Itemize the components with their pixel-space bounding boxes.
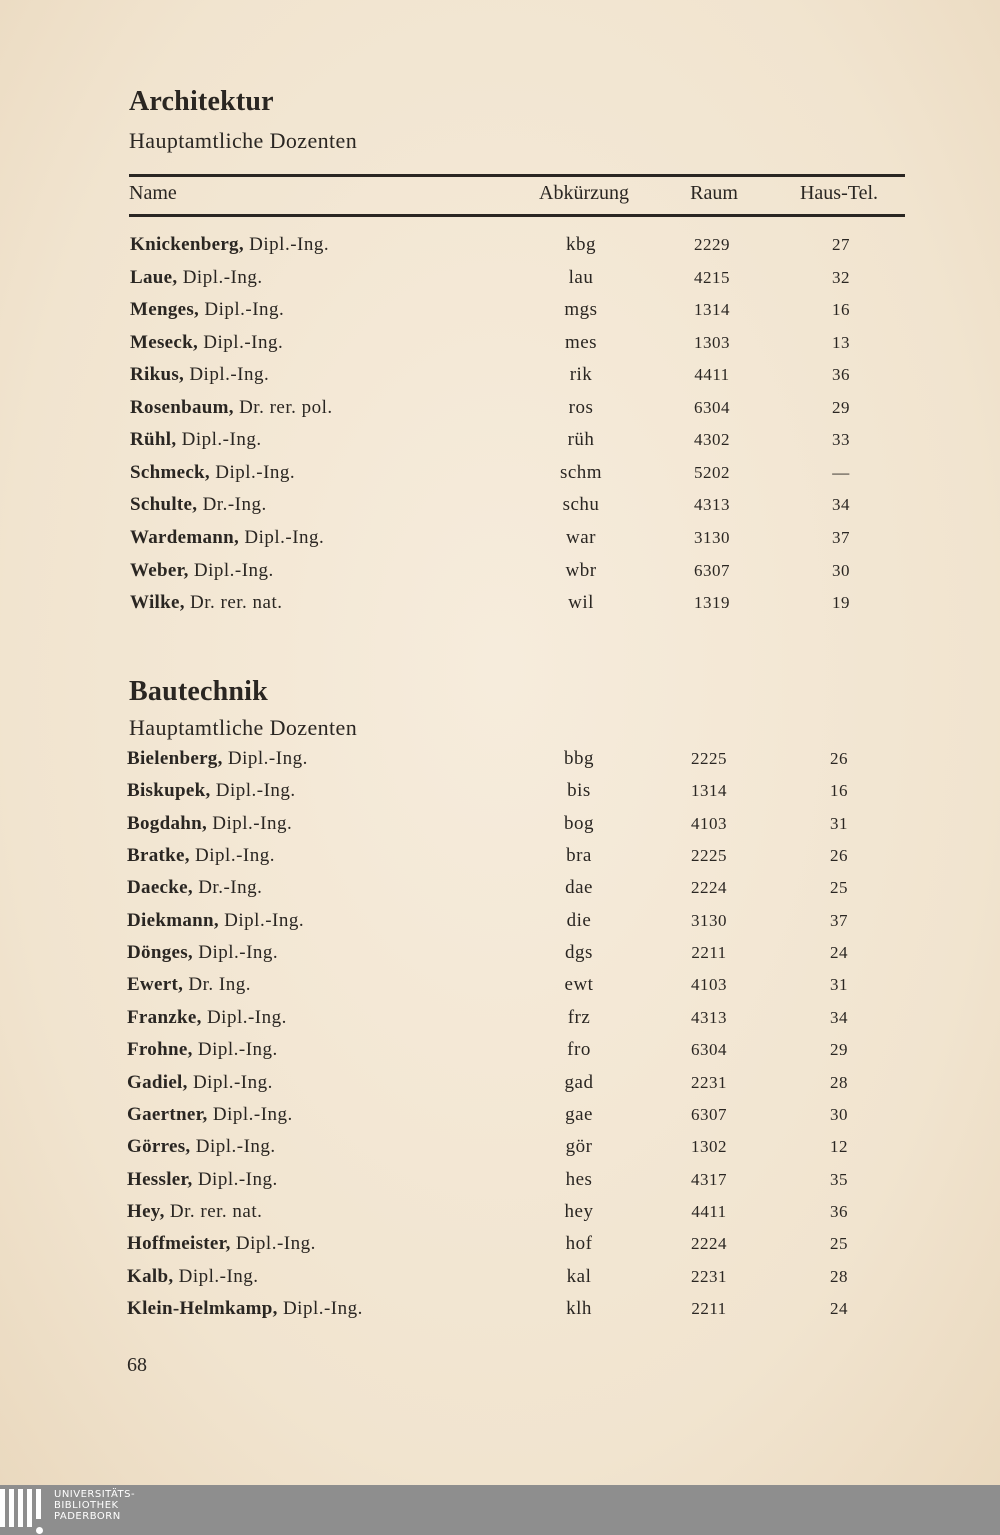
table-row: [0, 392, 1000, 424]
cell-name: [127, 872, 262, 904]
column-header-tel: Haus-Tel.: [799, 182, 879, 204]
surname: Diekmann,: [127, 909, 219, 931]
surname: Hessler,: [127, 1168, 193, 1190]
cell-room: 2229: [694, 235, 730, 254]
table-row: [0, 457, 1000, 489]
academic-title: Dipl.-Ing.: [249, 234, 330, 255]
table-row: [0, 1099, 1000, 1131]
cell-room: 4103: [691, 813, 727, 833]
table-row: [0, 775, 1000, 807]
cell-name: [130, 262, 263, 294]
cell-room: 2231: [691, 1266, 727, 1286]
surname: Hey,: [127, 1200, 165, 1222]
surname: Görres,: [127, 1136, 191, 1158]
surname: Dönges,: [127, 942, 193, 964]
table-row: [0, 1002, 1000, 1034]
library-footer-bar: [0, 1485, 1000, 1535]
cell-room: 2225: [691, 846, 727, 866]
cell-room: 4313: [694, 495, 730, 515]
academic-title: Dipl.-Ing.: [215, 461, 296, 483]
table-row: [0, 840, 1000, 872]
cell-room: 4411: [694, 365, 730, 385]
cell-name: [127, 743, 308, 775]
cell-name: [127, 1067, 273, 1099]
cell-name: [127, 840, 275, 872]
cell-house-tel: 31: [830, 975, 848, 995]
cell-abbreviation: mgs: [564, 299, 598, 321]
cell-house-tel: 24: [830, 1298, 848, 1318]
table-row: [0, 294, 1000, 326]
academic-title: Dr.-Ing.: [202, 494, 267, 516]
column-header-room: Raum: [690, 182, 738, 204]
cell-room: 1314: [691, 781, 727, 801]
cell-name: [127, 1002, 287, 1034]
cell-house-tel: 37: [832, 527, 850, 547]
cell-name: [127, 937, 278, 969]
cell-house-tel: 25: [830, 878, 848, 898]
cell-house-tel: 13: [832, 332, 850, 352]
cell-house-tel: 24: [830, 943, 848, 963]
cell-abbreviation: ewt: [564, 974, 594, 996]
cell-name: [130, 327, 283, 359]
cell-house-tel: 29: [830, 1040, 848, 1060]
surname: Knickenberg,: [130, 234, 244, 255]
cell-name: [127, 1228, 316, 1260]
cell-room: 6304: [691, 1040, 727, 1060]
cell-abbreviation: dae: [565, 877, 593, 899]
column-header-abbr: Abkürzung: [539, 182, 629, 204]
table-row: [0, 1164, 1000, 1196]
cell-abbreviation: war: [566, 526, 596, 548]
cell-name: [130, 489, 267, 521]
cell-abbreviation: mes: [564, 331, 598, 353]
table-row: [0, 522, 1000, 554]
academic-title: Dipl.-Ing.: [193, 559, 274, 581]
cell-room: 1319: [694, 593, 730, 613]
surname: Rosenbaum,: [130, 396, 234, 418]
cell-abbreviation: schu: [562, 494, 600, 516]
table-row: [0, 424, 1000, 456]
cell-room: 4215: [694, 267, 730, 287]
table-row: [0, 229, 1000, 261]
surname: Frohne,: [127, 1039, 193, 1061]
cell-room: 4103: [691, 975, 727, 995]
cell-house-tel: 26: [830, 846, 848, 866]
academic-title: Dipl.-Ing.: [206, 1006, 287, 1028]
cell-house-tel: 36: [830, 1201, 848, 1221]
academic-title: Dipl.-Ing.: [212, 1103, 293, 1125]
cell-room: 2211: [691, 1298, 727, 1318]
cell-abbreviation: hey: [564, 1200, 594, 1222]
table-row: [0, 1293, 1000, 1325]
cell-name: [130, 457, 295, 489]
surname: Bratke,: [127, 845, 190, 867]
cell-name: [130, 555, 274, 587]
cell-room: 1314: [694, 300, 730, 320]
cell-room: 2225: [691, 749, 727, 768]
surname: Wardemann,: [130, 526, 240, 548]
cell-room: 4317: [691, 1169, 727, 1189]
cell-house-tel: 31: [830, 813, 848, 833]
surname: Biskupek,: [127, 780, 211, 802]
surname: Daecke,: [127, 877, 193, 899]
cell-room: 2211: [691, 943, 727, 963]
surname: Ewert,: [127, 974, 184, 996]
surname: Rühl,: [130, 429, 177, 451]
surname: Wilke,: [130, 592, 185, 614]
cell-house-tel: 29: [832, 397, 850, 417]
cell-room: 4313: [691, 1007, 727, 1027]
cell-house-tel: 28: [830, 1266, 848, 1286]
cell-name: [127, 808, 292, 840]
cell-room: 4302: [694, 430, 730, 450]
surname: Weber,: [130, 559, 189, 581]
cell-abbreviation: bis: [567, 780, 591, 802]
cell-room: 6304: [694, 397, 730, 417]
cell-house-tel: 12: [830, 1137, 848, 1157]
table-row: [0, 1131, 1000, 1163]
table-row: [0, 1196, 1000, 1228]
surname: Bogdahn,: [127, 812, 208, 834]
cell-house-tel: 33: [832, 430, 850, 450]
academic-title: Dipl.-Ing.: [198, 942, 279, 964]
surname: Gaertner,: [127, 1103, 208, 1125]
cell-house-tel: 19: [832, 593, 850, 613]
column-header-name: Name: [129, 182, 177, 204]
table-row: [0, 743, 1000, 775]
cell-abbreviation: gad: [564, 1071, 594, 1093]
table-row: [0, 808, 1000, 840]
table-row: [0, 262, 1000, 294]
surname: Menges,: [130, 299, 200, 321]
cell-name: [130, 392, 333, 424]
page-number: 68: [127, 1354, 147, 1376]
cell-room: 5202: [694, 462, 730, 482]
table-row: [0, 1067, 1000, 1099]
table-header-row: [129, 176, 905, 210]
surname: Laue,: [130, 266, 178, 288]
cell-abbreviation: bra: [566, 845, 592, 867]
cell-house-tel: 35: [830, 1169, 848, 1189]
cell-abbreviation: gör: [565, 1136, 593, 1158]
cell-house-tel: 25: [830, 1234, 848, 1254]
cell-name: [130, 424, 262, 456]
cell-abbreviation: wbr: [565, 559, 597, 581]
cell-house-tel: 27: [832, 235, 850, 254]
cell-room: 3130: [694, 527, 730, 547]
cell-abbreviation: ros: [568, 396, 594, 418]
library-logo-icon: [0, 1489, 46, 1531]
cell-name: [130, 294, 284, 326]
cell-house-tel: 16: [832, 300, 850, 320]
academic-title: Dipl.-Ing.: [212, 812, 293, 834]
cell-abbreviation: bbg: [564, 748, 594, 769]
cell-name: [130, 359, 269, 391]
academic-title: Dipl.-Ing.: [203, 331, 284, 353]
cell-room: 2231: [691, 1072, 727, 1092]
surname: Hoffmeister,: [127, 1233, 231, 1255]
table-row: [0, 1034, 1000, 1066]
cell-abbreviation: hes: [565, 1168, 593, 1190]
cell-name: [127, 1034, 278, 1066]
academic-title: Dipl.-Ing.: [244, 526, 325, 548]
cell-abbreviation: gae: [565, 1103, 593, 1125]
cell-room: 3130: [691, 910, 727, 930]
cell-house-tel: —: [832, 462, 850, 482]
section-subtitle-bautechnik: Hauptamtliche Dozenten: [129, 715, 358, 740]
cell-abbreviation: klh: [566, 1297, 592, 1319]
cell-room: 6307: [691, 1104, 727, 1124]
academic-title: Dipl.-Ing.: [227, 748, 308, 769]
cell-name: [127, 969, 251, 1001]
surname: Klein-Helmkamp,: [127, 1297, 278, 1319]
cell-abbreviation: schm: [559, 461, 603, 483]
academic-title: Dipl.-Ing.: [192, 1071, 273, 1093]
academic-title: Dr.-Ing.: [198, 877, 263, 899]
academic-title: Dipl.-Ing.: [204, 299, 285, 321]
cell-abbreviation: die: [566, 909, 592, 931]
academic-title: Dr. rer. nat.: [190, 592, 283, 614]
academic-title: Dipl.-Ing.: [181, 429, 262, 451]
academic-title: Dipl.-Ing.: [178, 1265, 259, 1287]
cell-abbreviation: dgs: [565, 942, 593, 964]
cell-name: [127, 1196, 262, 1228]
cell-abbreviation: kal: [566, 1265, 592, 1287]
table-row: [0, 1261, 1000, 1293]
surname: Kalb,: [127, 1265, 174, 1287]
logo-line: PADERBORN: [54, 1511, 121, 1522]
cell-name: [127, 1261, 259, 1293]
academic-title: Dipl.-Ing.: [224, 909, 305, 931]
cell-abbreviation: rüh: [567, 429, 595, 451]
academic-title: Dipl.-Ing.: [235, 1233, 316, 1255]
cell-room: 1303: [694, 332, 730, 352]
cell-name: [127, 1131, 276, 1163]
cell-house-tel: 16: [830, 781, 848, 801]
table-row: [0, 489, 1000, 521]
academic-title: Dipl.-Ing.: [282, 1297, 363, 1319]
cell-abbreviation: fro: [567, 1039, 591, 1061]
cell-room: 1302: [691, 1137, 727, 1157]
academic-title: Dr. rer. nat.: [169, 1200, 263, 1222]
surname: Gadiel,: [127, 1071, 188, 1093]
cell-room: 2224: [691, 878, 727, 898]
cell-house-tel: 30: [830, 1104, 848, 1124]
cell-name: [127, 905, 304, 937]
surname: Schulte,: [130, 494, 198, 516]
cell-house-tel: 26: [830, 749, 848, 768]
cell-name: [130, 229, 329, 261]
cell-name: [127, 1164, 278, 1196]
academic-title: Dipl.-Ing.: [182, 266, 263, 288]
cell-abbreviation: frz: [567, 1006, 591, 1028]
academic-title: Dipl.-Ing.: [197, 1039, 278, 1061]
cell-name: [130, 522, 324, 554]
cell-abbreviation: kbg: [566, 234, 596, 255]
table-row: [0, 1228, 1000, 1260]
cell-abbreviation: rik: [569, 364, 593, 386]
cell-abbreviation: hof: [565, 1233, 593, 1255]
cell-house-tel: 36: [832, 365, 850, 385]
academic-title: Dr. rer. pol.: [239, 396, 333, 418]
academic-title: Dipl.-Ing.: [195, 1136, 276, 1158]
header-bottom-rule: [129, 214, 905, 217]
table-row: [0, 555, 1000, 587]
library-logo-text: [54, 1489, 135, 1522]
table-row: [0, 937, 1000, 969]
section-title-bautechnik: Bautechnik: [129, 676, 268, 707]
cell-abbreviation: lau: [568, 266, 594, 288]
cell-house-tel: 30: [832, 560, 850, 580]
cell-abbreviation: wil: [568, 592, 594, 614]
cell-name: [127, 1099, 293, 1131]
cell-name: [127, 1293, 363, 1325]
table-row: [0, 359, 1000, 391]
cell-room: 6307: [694, 560, 730, 580]
academic-title: Dipl.-Ing.: [215, 780, 296, 802]
logo-line: BIBLIOTHEK: [54, 1500, 119, 1511]
cell-name: [130, 587, 283, 619]
cell-house-tel: 28: [830, 1072, 848, 1092]
cell-abbreviation: bog: [564, 812, 594, 834]
surname: Franzke,: [127, 1006, 202, 1028]
section-title-architektur: Architektur: [129, 86, 274, 117]
cell-room: 2224: [691, 1234, 727, 1254]
academic-title: Dipl.-Ing.: [195, 845, 275, 867]
table-row: [0, 327, 1000, 359]
academic-title: Dipl.-Ing.: [197, 1168, 278, 1190]
section-subtitle-architektur: Hauptamtliche Dozenten: [129, 128, 358, 153]
surname: Bielenberg,: [127, 748, 223, 769]
academic-title: Dr. Ing.: [188, 974, 251, 996]
table-row: [0, 969, 1000, 1001]
cell-room: 4411: [691, 1201, 727, 1221]
cell-house-tel: 32: [832, 267, 850, 287]
table-row: [0, 587, 1000, 619]
cell-house-tel: 34: [832, 495, 850, 515]
logo-line: UNIVERSITÄTS-: [54, 1489, 136, 1500]
table-row: [0, 872, 1000, 904]
cell-name: [127, 775, 296, 807]
surname: Schmeck,: [130, 461, 210, 483]
surname: Rikus,: [130, 364, 185, 386]
table-row: [0, 905, 1000, 937]
cell-house-tel: 34: [830, 1007, 848, 1027]
surname: Meseck,: [130, 331, 199, 353]
academic-title: Dipl.-Ing.: [189, 364, 270, 386]
cell-house-tel: 37: [830, 910, 848, 930]
